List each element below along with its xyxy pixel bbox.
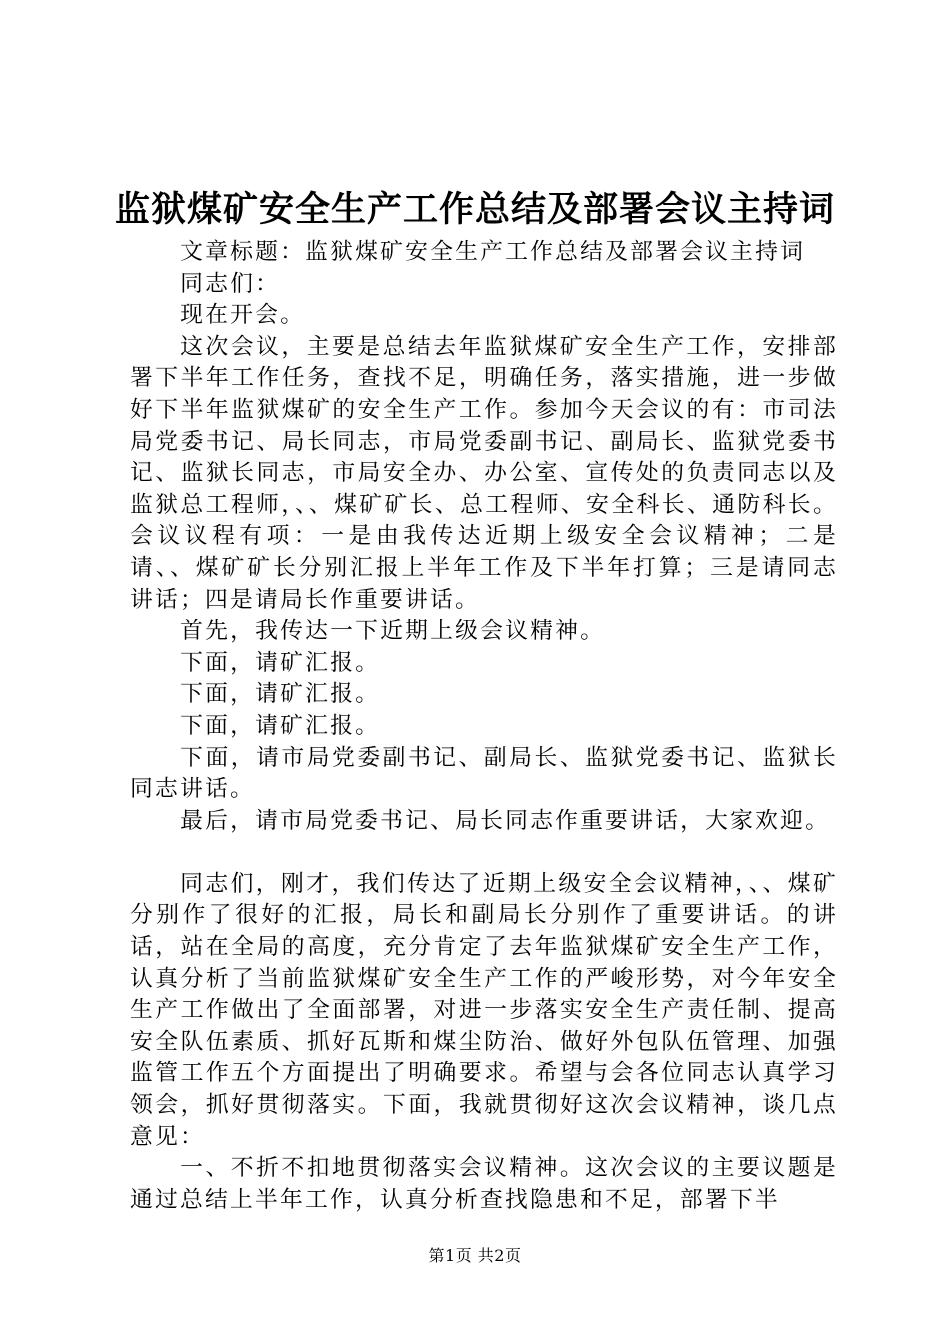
paragraph-opening: 现在开会。 xyxy=(180,302,306,329)
document-body xyxy=(130,237,838,1216)
paragraph-spacer xyxy=(130,837,838,869)
paragraph-report-1: 下面，请矿汇报。 xyxy=(180,649,381,676)
paragraph-final-speech: 最后，请市局党委书记、局长同志作重要讲话，大家欢迎。 xyxy=(180,807,831,834)
paragraph-point-one: 一、不折不扣地贯彻落实会议精神。这次会议的主要议题是通过总结上半年工作，认真分析查找隐患和不足，部署下半 xyxy=(130,1155,838,1213)
paragraph-deputy-speech: 下面，请市局党委副书记、副局长、监狱党委书记、监狱长同志讲话。 xyxy=(130,744,838,803)
paragraph-report-2: 下面，请矿汇报。 xyxy=(180,681,381,708)
paragraph-summary: 同志们，刚才，我们传达了近期上级安全会议精神，、、煤矿分别作了很好的汇报，局长和副局长分别作了重要讲话。的讲话，站在全局的高度，充分肯定了去年监狱煤矿安全生产工作，认真分析了当前监狱煤矿安全生产工作的严峻形势，对今年安全生产工作做出了全面部署，对进一步落实安全生产责任制、提高安全队伍素质、抓好瓦斯和煤尘防治、做好外包队伍管理、加强监管工作五个方面提出了明确要求。希望与会各位同志认真学习领会，抓好贯彻落实。下面，我就贯彻好这次会议精神，谈几点意见： xyxy=(130,870,838,1150)
page-number-footer: 第1页 共2页 xyxy=(428,1246,522,1265)
paragraph-meeting-agenda: 这次会议，主要是总结去年监狱煤矿安全生产工作，安排部署下半年工作任务，查找不足，明确任务，落实措施，进一步做好下半年监狱煤矿的安全生产工作。参加今天会议的有：市司法局党委书记、局长同志，市局党委副书记、副局长、监狱党委书记、监狱长同志，市局安全办、办公室、宣传处的负责同志以及监狱总工程师，、、煤矿矿长、总工程师、安全科长、通防科长。会议议程有项：一是由我传达近期上级安全会议精神；二是请、、煤矿矿长分别汇报上半年工作及下半年打算；三是请同志讲话；四是请局长作重要讲话。 xyxy=(130,333,838,613)
document-title: 监狱煤矿安全生产工作总结及部署会议主持词 xyxy=(114,189,835,230)
paragraph-convey-spirit: 首先，我传达一下近期上级会议精神。 xyxy=(180,618,606,645)
paragraph-greeting: 同志们： xyxy=(180,270,281,297)
paragraph-article-title: 文章标题：监狱煤矿安全生产工作总结及部署会议主持词 xyxy=(180,239,806,265)
paragraph-report-3: 下面，请矿汇报。 xyxy=(180,712,381,739)
